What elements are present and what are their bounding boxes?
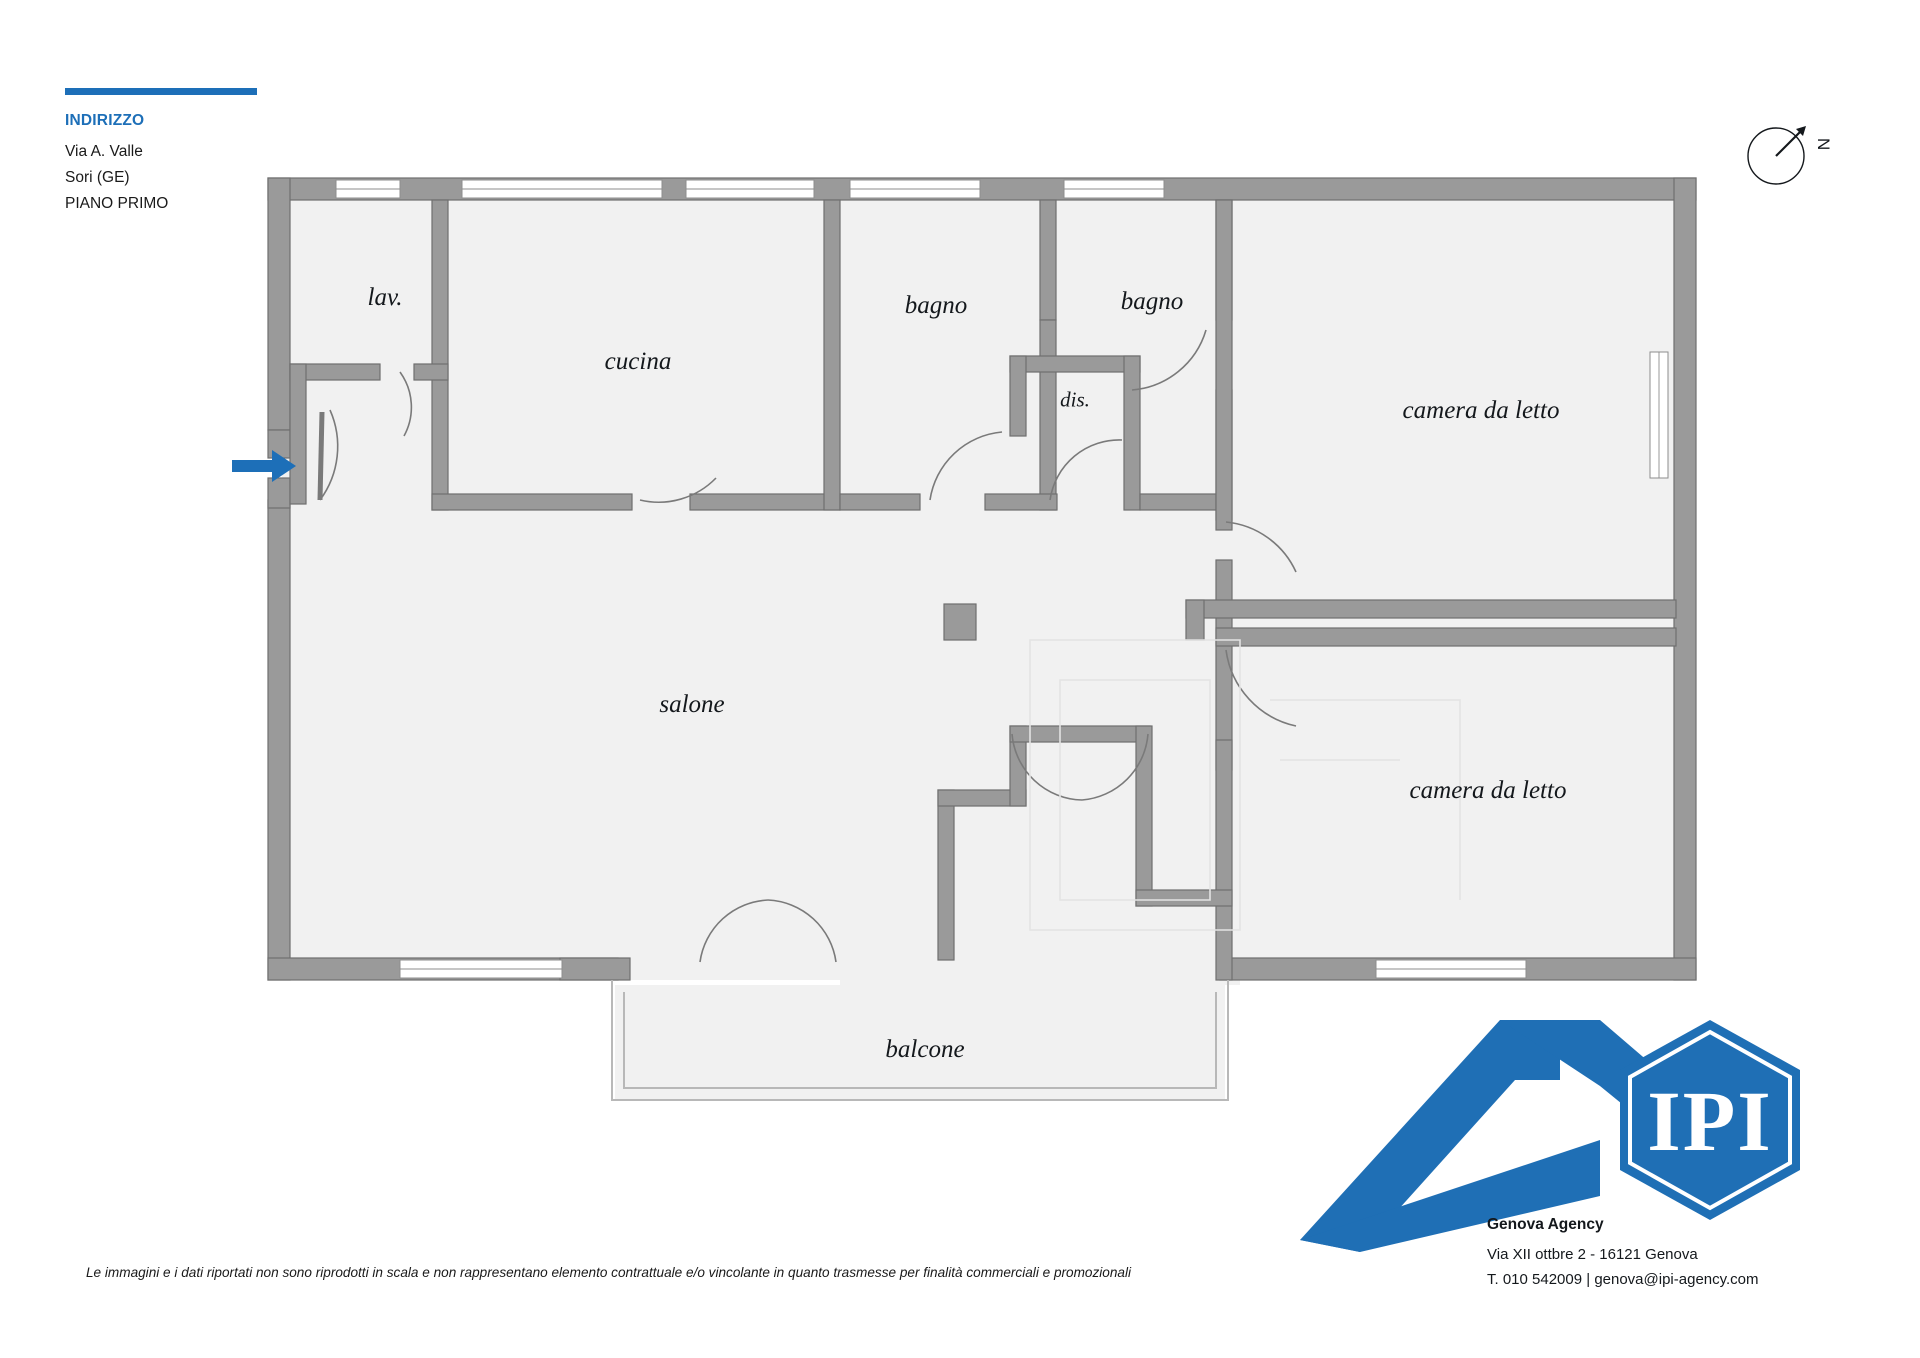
- agency-address: Via XII ottbre 2 - 16121 Genova: [1487, 1246, 1698, 1263]
- room-label-balcone: balcone: [885, 1036, 965, 1063]
- logo-wordmark: IPI: [1647, 1073, 1773, 1169]
- disclaimer-text: Le immagini e i dati riportati non sono riprodotti in scala e non rappresentano elemento contrattuale e/o vincolante in quanto trasmesse per finalità commerciali e promozionali: [86, 1265, 1132, 1280]
- room-label-salone: salone: [659, 691, 725, 718]
- room-label-bagno-1: bagno: [904, 292, 968, 319]
- room-label-camera-1: camera da letto: [1402, 397, 1560, 424]
- room-label-cucina: cucina: [604, 348, 672, 375]
- room-label-camera-2: camera da letto: [1409, 777, 1567, 804]
- address-city: Sori (GE): [65, 169, 130, 186]
- room-label-dis: dis.: [1060, 387, 1090, 412]
- address-section-title: INDIRIZZO: [65, 112, 145, 129]
- agency-contact: T. 010 542009 | genova@ipi-agency.com: [1487, 1271, 1759, 1288]
- agency-contact-block: [1487, 1216, 1907, 1292]
- room-label-bagno-2: bagno: [1120, 288, 1184, 315]
- address-floor: PIANO PRIMO: [65, 195, 169, 212]
- agency-name: Genova Agency: [1487, 1216, 1604, 1233]
- room-label-lav: lav.: [367, 284, 403, 311]
- compass-north-label: N: [1814, 138, 1833, 151]
- address-street: Via A. Valle: [65, 143, 143, 160]
